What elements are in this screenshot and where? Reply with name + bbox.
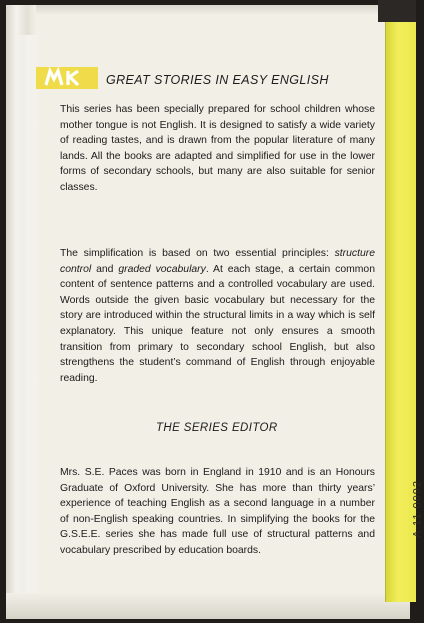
book-back-cover: [6, 5, 410, 619]
series-title: GREAT STORIES IN EASY ENGLISH: [106, 73, 329, 87]
publisher-logo: [36, 65, 98, 91]
conjunction-and: and: [91, 263, 119, 275]
plastic-glare: [16, 35, 40, 595]
editor-biography: Mrs. S.E. Paces was born in England in 1910 and is an Honours Graduate of Oxford University. She has more than thirty years’ experience of teaching English as a second language in a number of non-English speaking countries. In simplifying the books for the G.S.E.E. series she has made full use of structural patterns and vocabulary prescribed by education boards.: [60, 467, 375, 556]
term-graded-vocabulary: graded vocabulary: [118, 263, 206, 275]
simplification-paragraph: [60, 246, 375, 386]
editor-heading: THE SERIES EDITOR: [156, 422, 278, 434]
plastic-wrap-bottom: [6, 593, 410, 619]
series-description: This series has been specially prepared for school children whose mother tongue is not English. It is designed to satisfy a wide variety of reading tastes, and is drawn from the popular literature of many lands. All the books are adapted and simplified for use in the lower forms of secondary schools, but many are also suitable for senior classes.: [60, 104, 375, 193]
plastic-wrap-top: [6, 5, 410, 15]
simplification-rest: . At each stage, a certain common content of sentence patterns and a controlled vocabulary are used. Words outside the given basic vocabulary but necessary for the story are introduced within the structural limits in a way which is self explanatory. This unique feature not only ensures a smooth transition from primary to secondary school English, but also strengthens the student’s command of English through enjoyable reading.: [60, 263, 375, 384]
simplification-lead: The simplification is based on two essential principles:: [60, 248, 335, 259]
catalog-number: A 11 0092: [412, 480, 424, 538]
spine-shadow: [378, 0, 416, 22]
term-structure-control: structure control: [60, 248, 375, 275]
